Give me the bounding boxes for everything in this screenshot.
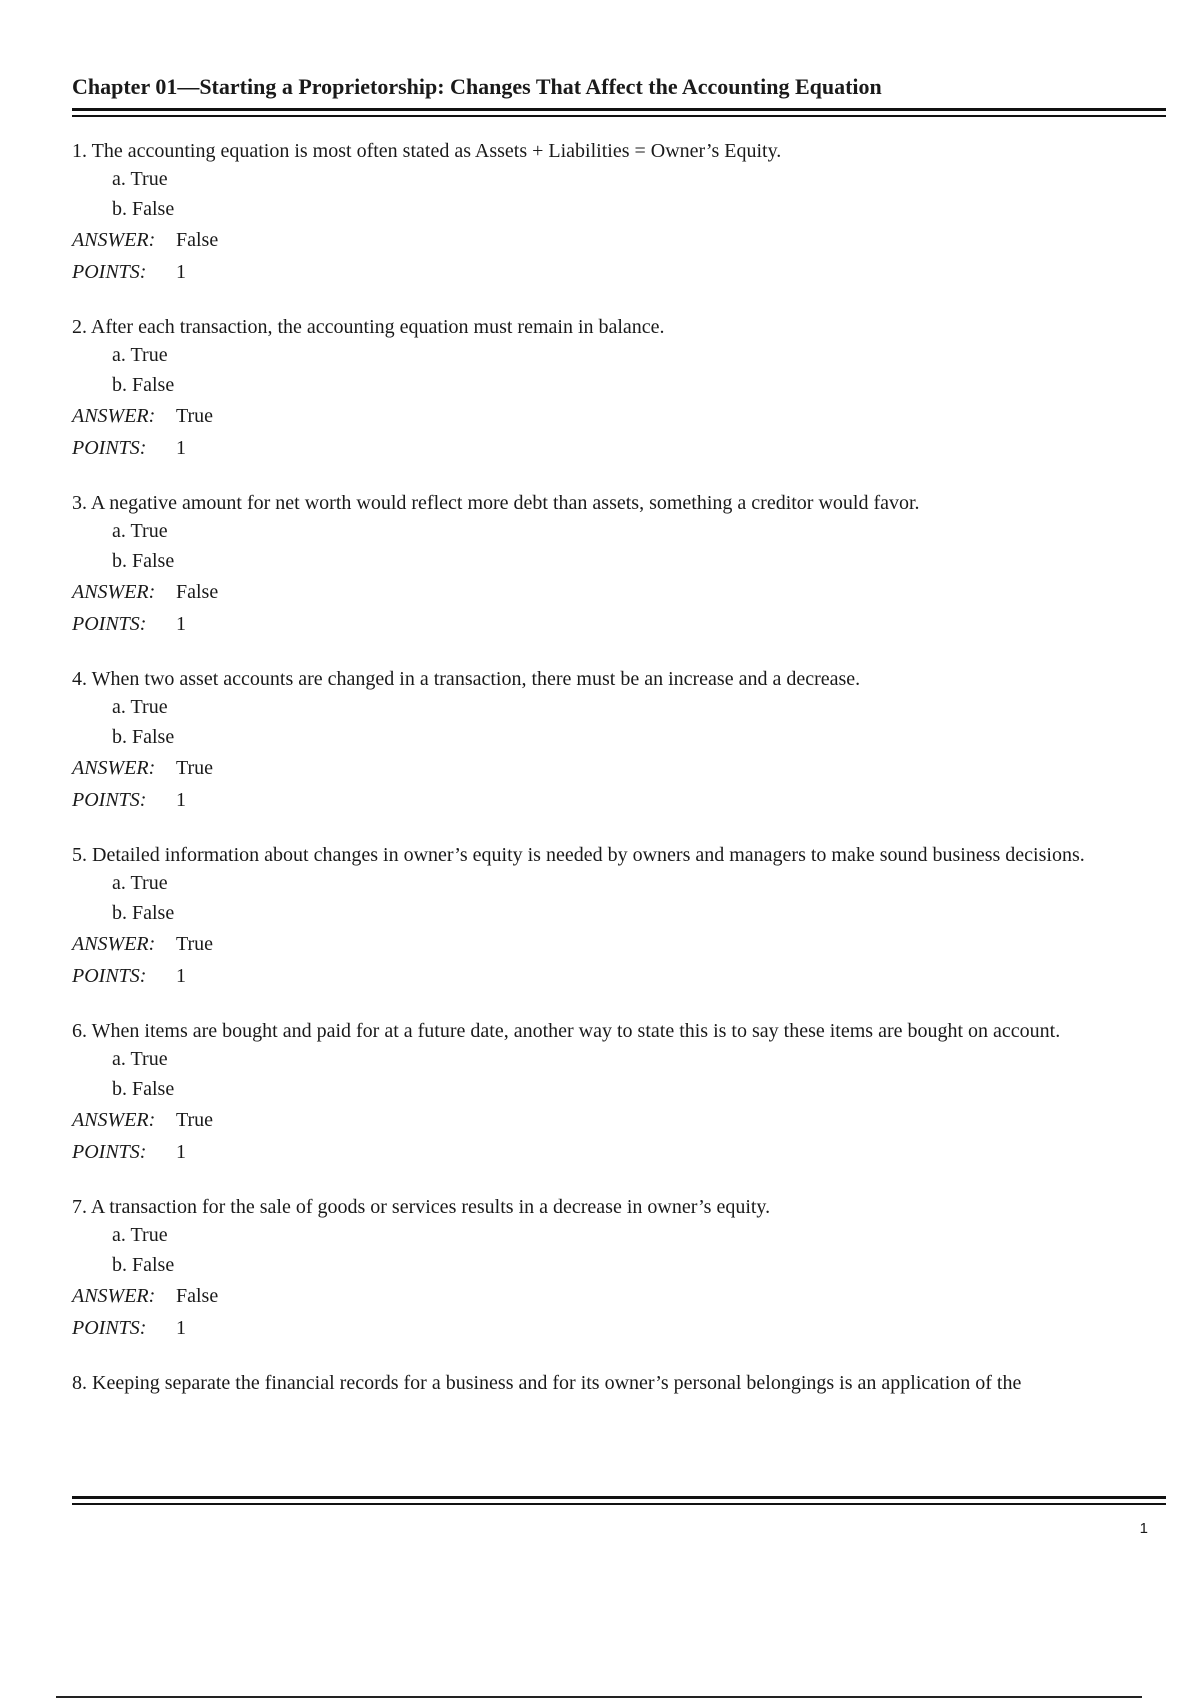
option-a: a. True (112, 344, 168, 366)
option-a: a. True (112, 520, 168, 542)
answer-row (72, 1280, 1166, 1312)
question-text: 8. Keeping separate the financial records for a business and for its owner’s personal belongings is an application of the (72, 1372, 1022, 1394)
question-4 (72, 666, 1166, 816)
option-a: a. True (112, 696, 168, 718)
option-b: b. False (112, 1254, 175, 1276)
option-a: a. True (112, 1048, 168, 1070)
points-row (72, 608, 1166, 640)
points-row (72, 256, 1166, 288)
question-text: 3. A negative amount for net worth would reflect more debt than assets, something a creditor would favor. (72, 492, 920, 514)
points-label: POINTS: (72, 261, 147, 283)
answer-value: False (176, 229, 219, 251)
points-label: POINTS: (72, 789, 147, 811)
answer-value: False (176, 1285, 219, 1307)
answer-row (72, 752, 1166, 784)
points-row (72, 432, 1166, 464)
answer-row (72, 1104, 1166, 1136)
question-1 (72, 138, 1166, 288)
option-b: b. False (112, 198, 175, 220)
header-rule-thick (72, 108, 1166, 111)
option-a: a. True (112, 1224, 168, 1246)
question-7 (72, 1194, 1166, 1344)
answer-label: ANSWER: (72, 405, 156, 427)
question-5 (72, 842, 1166, 992)
page-bottom-divider (56, 1696, 1142, 1698)
answer-value: True (176, 1109, 214, 1131)
option-b: b. False (112, 550, 175, 572)
header-rule (72, 108, 1166, 120)
question-text: 6. When items are bought and paid for at a future date, another way to state this is to say these items are bought on account. (72, 1020, 1061, 1042)
points-row (72, 960, 1166, 992)
answer-value: True (176, 757, 214, 779)
answer-row (72, 576, 1166, 608)
answer-row (72, 400, 1166, 432)
header-rule-thin (72, 115, 1166, 117)
answer-value: False (176, 581, 219, 603)
points-value: 1 (176, 965, 186, 987)
answer-value: True (176, 405, 214, 427)
answer-label: ANSWER: (72, 581, 156, 603)
question-6 (72, 1018, 1166, 1168)
option-b: b. False (112, 902, 175, 924)
answer-label: ANSWER: (72, 1285, 156, 1307)
points-label: POINTS: (72, 437, 147, 459)
option-b: b. False (112, 1078, 175, 1100)
answer-row (72, 928, 1166, 960)
page-number: 1 (1139, 1520, 1148, 1537)
answer-value: True (176, 933, 214, 955)
points-row (72, 784, 1166, 816)
document-page (72, 72, 1166, 1422)
points-value: 1 (176, 1141, 186, 1163)
points-value: 1 (176, 613, 186, 635)
option-b: b. False (112, 374, 175, 396)
option-a: a. True (112, 168, 168, 190)
points-value: 1 (176, 1317, 186, 1339)
points-label: POINTS: (72, 1317, 147, 1339)
points-label: POINTS: (72, 1141, 147, 1163)
question-text: 5. Detailed information about changes in owner’s equity is needed by owners and managers to make sound business decisions. (72, 844, 1085, 866)
answer-row (72, 224, 1166, 256)
points-label: POINTS: (72, 965, 147, 987)
points-value: 1 (176, 437, 186, 459)
footer-rule-thin (72, 1503, 1166, 1505)
answer-label: ANSWER: (72, 229, 156, 251)
option-a: a. True (112, 872, 168, 894)
question-8 (72, 1370, 1166, 1396)
points-row (72, 1136, 1166, 1168)
question-text: 2. After each transaction, the accounting equation must remain in balance. (72, 316, 665, 338)
footer-rule (72, 1496, 1166, 1508)
answer-label: ANSWER: (72, 757, 156, 779)
question-text: 1. The accounting equation is most often stated as Assets + Liabilities = Owner’s Equity. (72, 140, 782, 162)
question-text: 7. A transaction for the sale of goods or services results in a decrease in owner’s equity. (72, 1196, 771, 1218)
answer-label: ANSWER: (72, 1109, 156, 1131)
points-value: 1 (176, 261, 186, 283)
footer-double-rule (72, 1496, 1166, 1508)
points-row (72, 1312, 1166, 1344)
points-value: 1 (176, 789, 186, 811)
question-2 (72, 314, 1166, 464)
question-list (72, 138, 1166, 1396)
points-label: POINTS: (72, 613, 147, 635)
footer-rule-thick (72, 1496, 1166, 1499)
question-text: 4. When two asset accounts are changed in a transaction, there must be an increase and a decrease. (72, 668, 861, 690)
question-3 (72, 490, 1166, 640)
answer-label: ANSWER: (72, 933, 156, 955)
option-b: b. False (112, 726, 175, 748)
document-title: Chapter 01—Starting a Proprietorship: Changes That Affect the Accounting Equation (72, 74, 882, 99)
